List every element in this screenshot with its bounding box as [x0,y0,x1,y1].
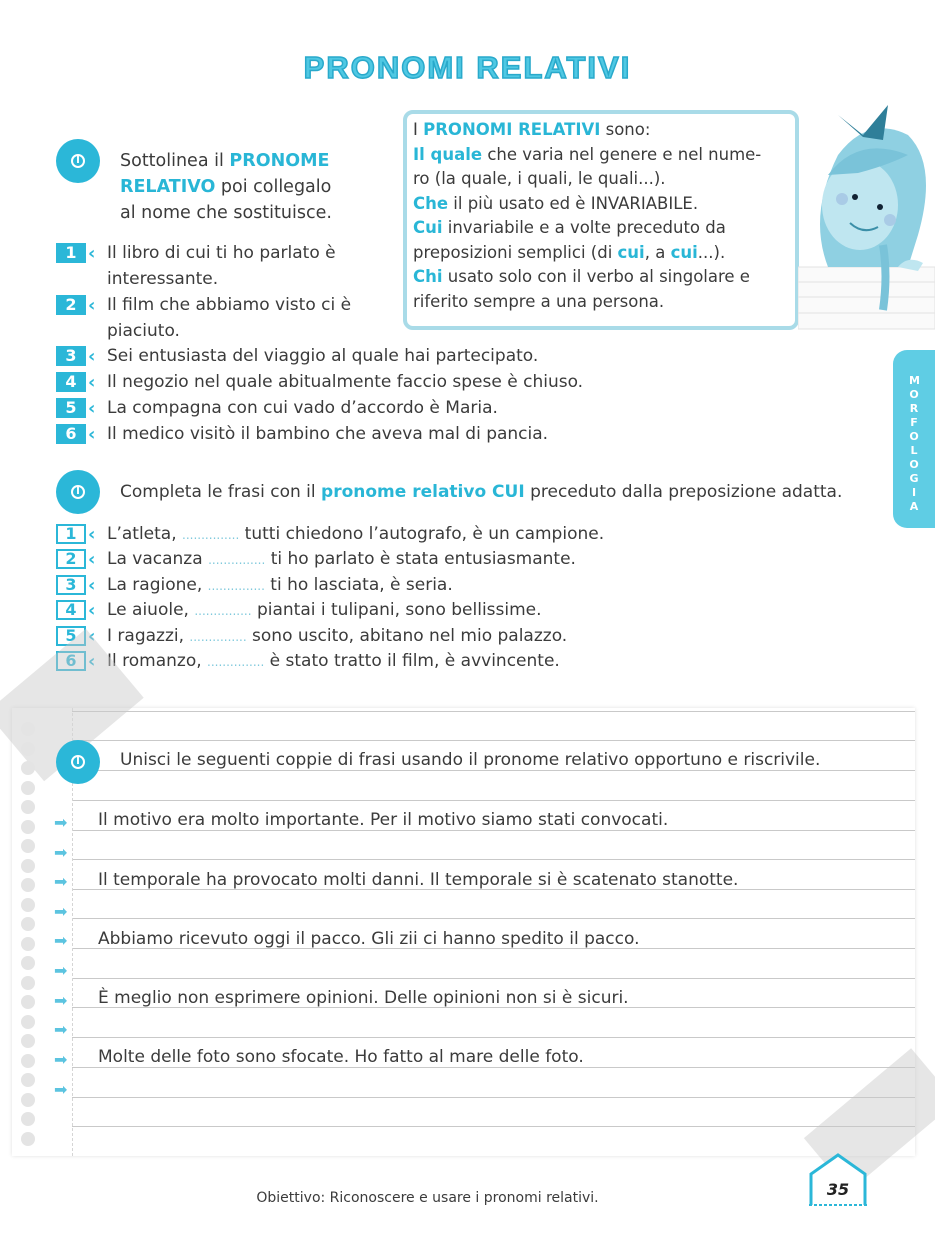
text: piaciuto. [107,321,180,341]
sentence [107,240,336,292]
exercise3-instruction: Unisci le seguenti coppie di frasi usando il pronome relativo opportuno e riscrivile. [120,750,821,770]
binder-hole [21,1112,35,1126]
text: Sei entusiasta del viaggio al quale hai partecipato. [107,346,539,366]
sentence [107,395,498,421]
arrow-icon: ➡ [54,813,68,832]
instr-text: Completa le frasi con il [120,482,322,502]
text: 6 [56,651,86,671]
info-text: sono: [600,120,651,139]
info-highlight: PRONOMI RELATIVI [423,120,601,139]
ruled-line [72,978,915,979]
text: 5 [56,398,86,418]
info-highlight: Il quale [413,144,483,164]
instr-highlight: pronome relativo CUI [321,482,525,502]
blank-field[interactable]: ............... [189,630,247,644]
info-highlight: Che [413,193,449,213]
text: La compagna con cui vado d’accordo è Maria. [107,398,498,418]
sentence-pair: Abbiamo ricevuto oggi il pacco. Gli zii ci hanno spedito il pacco. [98,929,640,949]
girl-illustration [798,95,935,335]
ruled-line [72,740,915,741]
blank-field[interactable]: ............... [194,604,252,618]
info-text: il più usato ed è INVARIABILE. [448,193,699,213]
exercise-icon: I [56,139,100,183]
binder-hole [21,878,35,892]
arrow-icon: ➡ [54,843,68,862]
text: è stato tratto il film, è avvincente. [269,651,560,671]
instr-text: al nome che sostituisce. [120,203,332,223]
binder-hole [21,820,35,834]
arrow-icon: ➡ [54,1080,68,1099]
sentence [107,292,351,344]
info-highlight: cui [617,242,645,262]
ruled-line [72,1097,915,1098]
instr-text: Sottolinea il [120,151,230,171]
binder-hole [21,742,35,756]
instr-highlight: PRONOME [229,151,330,171]
arrow-icon: ➡ [54,902,68,921]
fill-in-sentence [107,597,542,624]
fill-in-sentence [107,521,604,548]
text: 2 [56,295,86,315]
ruled-line [72,1126,915,1127]
info-text: ...). [697,242,726,262]
sentence-pair: Il motivo era molto importante. Per il motivo siamo stati convocati. [98,810,669,830]
binder-hole [21,1015,35,1029]
ruled-line [72,1067,915,1068]
item-number-badge: 2 ‹ [56,295,102,315]
info-text: , a [644,242,671,262]
exercise1-instruction [120,148,332,226]
instr-text: preceduto dalla preposizione adatta. [524,482,843,502]
item-number-badge: 6 ‹ [56,651,102,671]
text: tutti chiedono l’autografo, è un campione. [244,524,605,544]
blank-field[interactable]: ............... [182,528,240,542]
binder-hole [21,956,35,970]
ruled-line [72,1037,915,1038]
text: 2 [56,549,86,569]
info-box [403,110,799,330]
text: La vacanza [107,549,203,569]
text: interessante. [107,269,219,289]
info-text: ro (la quale, i quali, le quali...). [413,169,666,188]
binder-hole [21,761,35,775]
text: Le aiuole, [107,600,189,620]
item-number-badge: 1 ‹ [56,524,102,544]
sentence-pair: Molte delle foto sono sfocate. Ho fatto al mare delle foto. [98,1047,584,1067]
binder-hole [21,976,35,990]
binder-hole [21,722,35,736]
text: Il film che abbiamo visto ci è [107,295,352,315]
item-number-badge: 6 ‹ [56,424,102,444]
text: 1 [56,524,86,544]
info-text: preposizioni semplici (di [413,242,618,262]
text: ti ho lasciata, è seria. [270,575,453,595]
info-text: I [413,120,424,139]
arrow-icon: ➡ [54,961,68,980]
item-number-badge: 1 ‹ [56,243,102,263]
sentence [107,343,538,369]
sentence [107,369,583,395]
info-highlight: cui [670,242,698,262]
text: 4 [56,372,86,392]
binder-hole [21,937,35,951]
binder-hole [21,898,35,912]
binder-hole [21,800,35,814]
binder-hole [21,859,35,873]
binder-hole [21,1034,35,1048]
section-tab-morfologia[interactable] [893,350,935,528]
text: Il negozio nel quale abitualmente faccio spese è chiuso. [107,372,584,392]
text: ti ho parlato è stata entusiasmante. [270,549,576,569]
binder-hole [21,839,35,853]
text: Il romanzo, [107,651,202,671]
item-number-badge: 5 ‹ [56,398,102,418]
text: 1 [56,243,86,263]
arrow-icon: ➡ [54,1020,68,1039]
fill-in-sentence [107,648,560,675]
sentence-pair: È meglio non esprimere opinioni. Delle opinioni non si è sicuri. [98,988,629,1008]
info-text: invariabile e a volte preceduto da [442,218,726,237]
item-number-badge: 3 ‹ [56,346,102,366]
text: I ragazzi, [107,626,185,646]
info-highlight: Chi [413,267,443,286]
instr-highlight: RELATIVO [120,177,216,197]
instr-text: poi collegalo [215,177,332,197]
ruled-line [72,770,915,771]
binder-hole [21,995,35,1009]
item-number-badge: 3 ‹ [56,575,102,595]
ruled-line [72,918,915,919]
info-text: riferito sempre a una persona. [413,291,665,311]
text: piantai i tulipani, sono bellissime. [256,600,542,620]
text: 3 [56,575,86,595]
binder-hole [21,781,35,795]
item-number-badge: 4 ‹ [56,372,102,392]
ruled-line [72,859,915,860]
sentence [107,421,548,447]
ruled-line [72,800,915,801]
exercise2-instruction [120,479,842,505]
ruled-line [72,830,915,831]
arrow-icon: ➡ [54,931,68,950]
fill-in-sentence [107,546,576,573]
text: 5 [56,626,86,646]
exercise-icon: I [56,470,100,514]
binder-hole [21,1073,35,1087]
binder-hole [21,1054,35,1068]
text: L’atleta, [107,524,177,544]
item-number-badge: 4 ‹ [56,600,102,620]
blank-field[interactable]: ............... [207,579,265,593]
text: La ragione, [107,575,203,595]
ruled-line [72,711,915,712]
fill-in-sentence [107,623,567,650]
sentence-pair: Il temporale ha provocato molti danni. Il temporale si è scatenato stanotte. [98,870,739,890]
text: Il medico visitò il bambino che aveva mal di pancia. [107,424,549,444]
info-text: usato solo con il verbo al singolare e [442,267,750,286]
blank-field[interactable]: ............... [208,553,266,567]
text: Il libro di cui ti ho parlato è [107,243,336,263]
page-number: 35 [826,1180,850,1199]
arrow-icon: ➡ [54,991,68,1010]
info-highlight: Cui [413,218,443,237]
item-number-badge: 5 ‹ [56,626,102,646]
binder-hole [21,1132,35,1146]
arrow-icon: ➡ [54,1050,68,1069]
item-number-badge: 2 ‹ [56,549,102,569]
text: sono uscito, abitano nel mio palazzo. [252,626,568,646]
exercise-icon: I [56,740,100,784]
info-text: che varia nel genere e nel nume- [482,144,762,164]
footer-objective: Obiettivo: Riconoscere e usare i pronomi relativi. [256,1190,599,1206]
text: 6 [56,424,86,444]
arrow-icon: ➡ [54,872,68,891]
section-tab-label: MORFOLOGIA [909,374,920,513]
fill-in-sentence [107,572,453,599]
binder-hole [21,1093,35,1107]
text: 3 [56,346,86,366]
binder-hole [21,917,35,931]
text: 4 [56,600,86,620]
blank-field[interactable]: ............... [207,655,265,669]
page-title: PRONOMI RELATIVI [303,50,632,85]
